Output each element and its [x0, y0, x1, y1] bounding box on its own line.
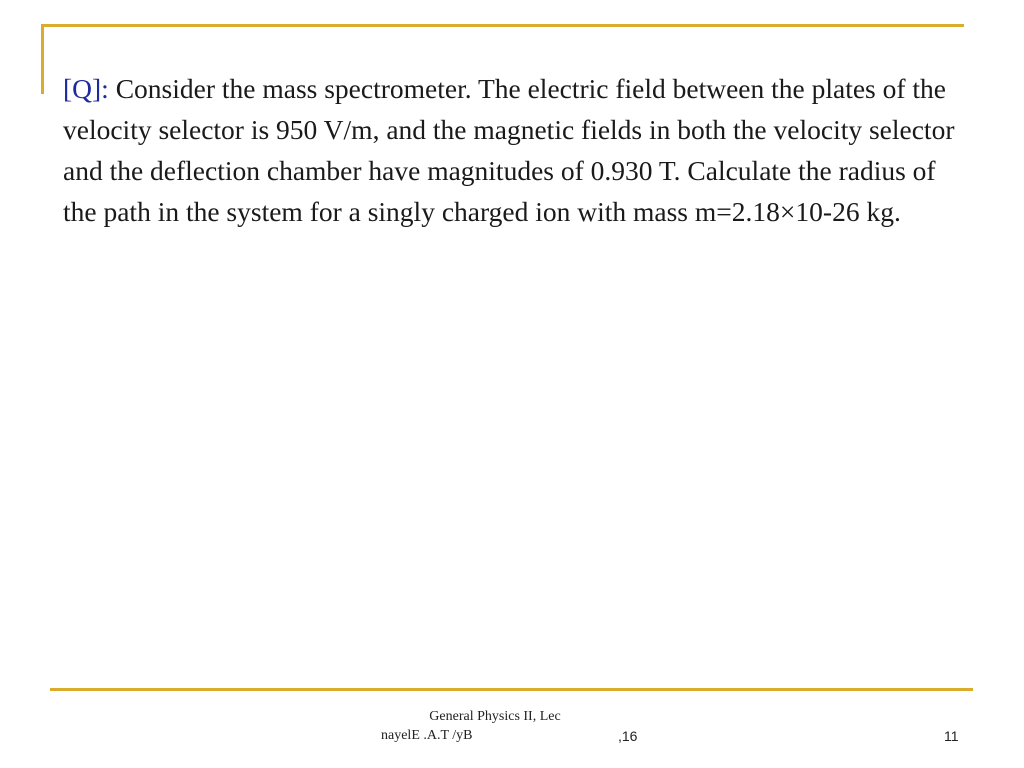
page-number: 11: [944, 728, 959, 744]
footer-author: nayelE .A.T /yB: [381, 728, 473, 743]
footer-date: ,16: [618, 728, 638, 744]
frame-top-line: [41, 24, 964, 27]
footer-course: General Physics II, Lec: [429, 709, 561, 724]
footer-divider-line: [50, 688, 973, 691]
question-paragraph: [63, 68, 963, 232]
question-text: Consider the mass spectrometer. The electric field between the plates of the velocity selector is 950 V/m, and the magnetic fields in both the velocity selector and the deflection chamber have magnitudes of 0.930 T. Calculate the radius of the path in the system for a singly charged ion with mass m=2.18×10-26 kg.: [63, 73, 955, 227]
frame-left-line: [41, 24, 44, 94]
question-label: [Q]:: [63, 73, 109, 104]
